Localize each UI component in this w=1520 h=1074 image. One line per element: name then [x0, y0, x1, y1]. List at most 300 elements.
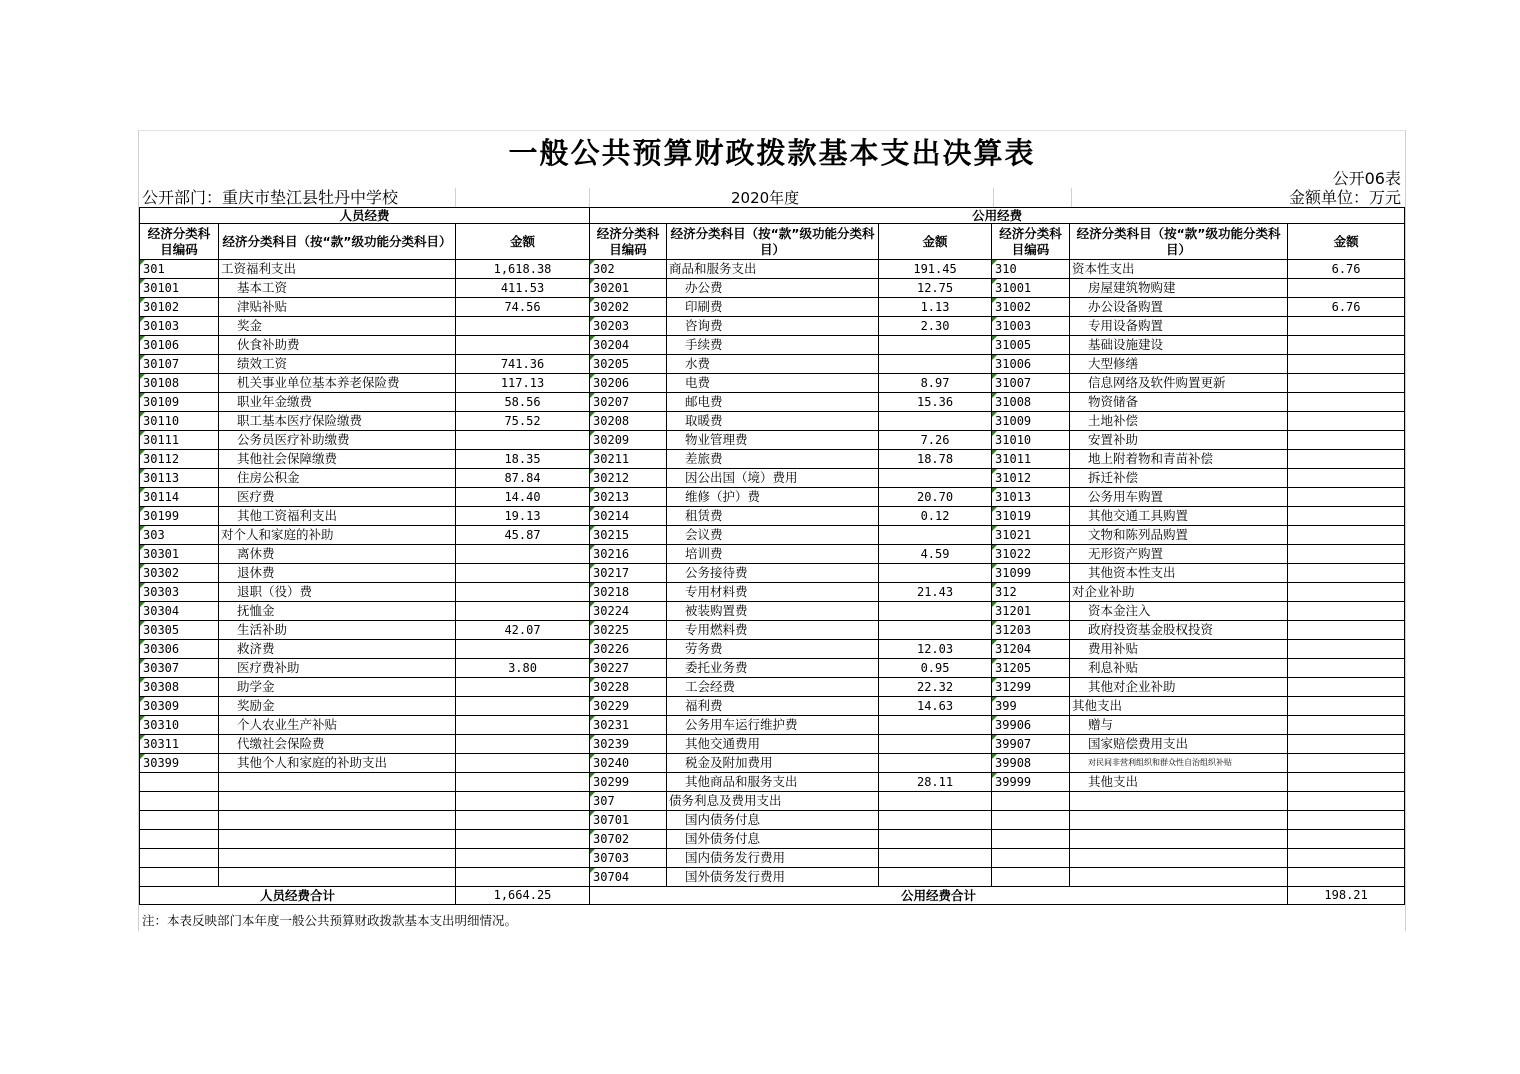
table-row	[140, 811, 1405, 830]
item-amount-cell	[1288, 868, 1405, 887]
item-code-cell: 31022	[992, 545, 1070, 564]
item-code-cell	[140, 773, 219, 792]
item-name-cell: 医疗费	[219, 488, 456, 507]
item-amount-cell	[879, 602, 992, 621]
amount-unit: 金额单位：万元	[1288, 188, 1401, 207]
section-personnel: 人员经费	[140, 208, 590, 224]
item-amount-cell	[1288, 754, 1405, 773]
item-amount-cell	[879, 336, 992, 355]
item-code-cell: 31205	[992, 659, 1070, 678]
item-code-cell: 30199	[140, 507, 219, 526]
item-amount-cell	[456, 811, 590, 830]
item-name-cell: 住房公积金	[219, 469, 456, 488]
item-name-cell: 债务利息及费用支出	[667, 792, 879, 811]
item-amount-cell	[1288, 469, 1405, 488]
item-amount-cell	[456, 830, 590, 849]
item-code-cell: 31019	[992, 507, 1070, 526]
item-name-cell: 其他资本性支出	[1070, 564, 1288, 583]
item-code-cell: 39908	[992, 754, 1070, 773]
item-name-cell: 其他社会保障缴费	[219, 450, 456, 469]
item-code-cell: 302	[590, 260, 667, 279]
item-code-cell: 30702	[590, 830, 667, 849]
item-code-cell: 30110	[140, 412, 219, 431]
item-code-cell: 30304	[140, 602, 219, 621]
item-amount-cell: 87.84	[456, 469, 590, 488]
item-amount-cell	[1288, 336, 1405, 355]
item-code-cell: 30301	[140, 545, 219, 564]
item-amount-cell: 18.35	[456, 450, 590, 469]
item-amount-cell	[1288, 697, 1405, 716]
personnel-total-amount: 1,664.25	[456, 887, 590, 905]
totals-row	[140, 887, 1405, 905]
item-amount-cell: 22.32	[879, 678, 992, 697]
table-row	[140, 735, 1405, 754]
header-code: 经济分类科目编码	[140, 224, 219, 260]
header-name: 经济分类科目（按“款”级功能分类科目）	[219, 224, 456, 260]
item-amount-cell	[879, 469, 992, 488]
item-amount-cell	[1288, 792, 1405, 811]
table-row	[140, 716, 1405, 735]
item-name-cell: 机关事业单位基本养老保险费	[219, 374, 456, 393]
item-amount-cell	[1288, 773, 1405, 792]
item-code-cell: 39907	[992, 735, 1070, 754]
item-name-cell: 绩效工资	[219, 355, 456, 374]
item-code-cell	[140, 830, 219, 849]
table-row	[140, 849, 1405, 868]
item-amount-cell: 6.76	[1288, 298, 1405, 317]
item-code-cell	[992, 811, 1070, 830]
item-code-cell: 30209	[590, 431, 667, 450]
table-row	[140, 792, 1405, 811]
item-amount-cell	[1288, 659, 1405, 678]
expenditure-table	[139, 207, 1405, 905]
item-code-cell: 30224	[590, 602, 667, 621]
item-amount-cell	[879, 621, 992, 640]
item-amount-cell: 18.78	[879, 450, 992, 469]
item-name-cell: 医疗费补助	[219, 659, 456, 678]
item-code-cell: 301	[140, 260, 219, 279]
public-total-label: 公用经费合计	[590, 887, 1288, 905]
item-code-cell: 30302	[140, 564, 219, 583]
item-amount-cell	[879, 564, 992, 583]
item-amount-cell	[1288, 393, 1405, 412]
item-name-cell: 其他工资福利支出	[219, 507, 456, 526]
item-name-cell: 福利费	[667, 697, 879, 716]
item-code-cell: 399	[992, 697, 1070, 716]
item-code-cell: 31009	[992, 412, 1070, 431]
item-name-cell: 公务员医疗补助缴费	[219, 431, 456, 450]
item-code-cell: 30207	[590, 393, 667, 412]
item-amount-cell	[879, 792, 992, 811]
item-name-cell: 生活补助	[219, 621, 456, 640]
item-amount-cell: 0.12	[879, 507, 992, 526]
table-row	[140, 697, 1405, 716]
item-name-cell: 奖金	[219, 317, 456, 336]
item-code-cell: 303	[140, 526, 219, 545]
table-row	[140, 298, 1405, 317]
item-code-cell: 30205	[590, 355, 667, 374]
item-code-cell: 30308	[140, 678, 219, 697]
item-code-cell: 31012	[992, 469, 1070, 488]
item-name-cell: 国外债务发行费用	[667, 868, 879, 887]
item-code-cell: 30228	[590, 678, 667, 697]
grid-line	[1071, 188, 1072, 208]
item-amount-cell: 741.36	[456, 355, 590, 374]
item-code-cell: 30211	[590, 450, 667, 469]
item-amount-cell: 1.13	[879, 298, 992, 317]
item-name-cell: 办公费	[667, 279, 879, 298]
item-code-cell: 30106	[140, 336, 219, 355]
grid-line	[589, 188, 590, 208]
section-public: 公用经费	[590, 208, 1405, 224]
item-name-cell: 房屋建筑物购建	[1070, 279, 1288, 298]
table-row	[140, 830, 1405, 849]
item-amount-cell	[879, 868, 992, 887]
table-row	[140, 564, 1405, 583]
item-amount-cell: 0.95	[879, 659, 992, 678]
item-code-cell: 30215	[590, 526, 667, 545]
item-code-cell: 30701	[590, 811, 667, 830]
footnote: 注：本表反映部门本年度一般公共预算财政拨款基本支出明细情况。	[142, 913, 518, 928]
item-name-cell: 奖励金	[219, 697, 456, 716]
column-header-row	[140, 224, 1405, 260]
table-row	[140, 507, 1405, 526]
item-code-cell: 31204	[992, 640, 1070, 659]
item-amount-cell	[1288, 621, 1405, 640]
item-code-cell: 30101	[140, 279, 219, 298]
header-amount: 金额	[456, 224, 590, 260]
item-name-cell	[219, 773, 456, 792]
item-code-cell: 307	[590, 792, 667, 811]
item-amount-cell: 6.76	[1288, 260, 1405, 279]
item-amount-cell	[1288, 374, 1405, 393]
item-code-cell	[140, 811, 219, 830]
item-code-cell: 31021	[992, 526, 1070, 545]
item-name-cell	[219, 849, 456, 868]
item-name-cell: 对个人和家庭的补助	[219, 526, 456, 545]
item-amount-cell	[456, 336, 590, 355]
item-amount-cell	[456, 431, 590, 450]
item-code-cell: 39906	[992, 716, 1070, 735]
item-name-cell: 因公出国（境）费用	[667, 469, 879, 488]
item-name-cell: 其他支出	[1070, 697, 1288, 716]
item-code-cell: 31201	[992, 602, 1070, 621]
item-name-cell	[1070, 811, 1288, 830]
form-number: 公开06表	[1332, 169, 1401, 188]
item-amount-cell: 1,618.38	[456, 260, 590, 279]
item-code-cell: 30216	[590, 545, 667, 564]
table-row	[140, 602, 1405, 621]
fiscal-year: 2020年度	[731, 189, 800, 207]
item-name-cell: 印刷费	[667, 298, 879, 317]
item-code-cell: 31011	[992, 450, 1070, 469]
item-code-cell: 30305	[140, 621, 219, 640]
item-name-cell: 地上附着物和青苗补偿	[1070, 450, 1288, 469]
item-name-cell: 租赁费	[667, 507, 879, 526]
item-name-cell: 其他商品和服务支出	[667, 773, 879, 792]
item-name-cell: 对企业补助	[1070, 583, 1288, 602]
item-code-cell: 31001	[992, 279, 1070, 298]
item-name-cell: 国内债务发行费用	[667, 849, 879, 868]
grid-line	[455, 188, 456, 208]
item-name-cell: 邮电费	[667, 393, 879, 412]
item-code-cell: 30111	[140, 431, 219, 450]
item-amount-cell	[456, 754, 590, 773]
item-name-cell: 个人农业生产补贴	[219, 716, 456, 735]
department-label: 公开部门：重庆市垫江县牡丹中学校	[142, 188, 399, 207]
item-name-cell: 救济费	[219, 640, 456, 659]
table-body	[140, 208, 1405, 905]
item-code-cell: 30212	[590, 469, 667, 488]
item-amount-cell	[456, 678, 590, 697]
item-amount-cell	[1288, 545, 1405, 564]
item-amount-cell	[456, 317, 590, 336]
item-amount-cell: 15.36	[879, 393, 992, 412]
item-amount-cell	[456, 602, 590, 621]
item-amount-cell	[456, 640, 590, 659]
item-name-cell: 资本金注入	[1070, 602, 1288, 621]
item-code-cell: 30203	[590, 317, 667, 336]
page-title: 一般公共预算财政拨款基本支出决算表	[508, 136, 1036, 170]
item-name-cell: 国内债务付息	[667, 811, 879, 830]
table-row	[140, 640, 1405, 659]
item-amount-cell	[1288, 507, 1405, 526]
item-amount-cell: 74.56	[456, 298, 590, 317]
item-name-cell: 物业管理费	[667, 431, 879, 450]
section-header-row	[140, 208, 1405, 224]
item-amount-cell	[1288, 317, 1405, 336]
item-name-cell: 无形资产购置	[1070, 545, 1288, 564]
item-amount-cell	[456, 773, 590, 792]
item-code-cell: 30112	[140, 450, 219, 469]
item-name-cell: 资本性支出	[1070, 260, 1288, 279]
item-name-cell: 津贴补贴	[219, 298, 456, 317]
item-amount-cell	[456, 583, 590, 602]
table-row	[140, 678, 1405, 697]
item-code-cell	[992, 868, 1070, 887]
item-amount-cell	[456, 735, 590, 754]
item-amount-cell: 21.43	[879, 583, 992, 602]
item-name-cell: 电费	[667, 374, 879, 393]
item-amount-cell: 14.40	[456, 488, 590, 507]
item-name-cell: 退职（役）费	[219, 583, 456, 602]
item-name-cell	[219, 868, 456, 887]
item-code-cell: 31008	[992, 393, 1070, 412]
table-row	[140, 545, 1405, 564]
public-total-amount: 198.21	[1288, 887, 1405, 905]
item-amount-cell	[879, 412, 992, 431]
item-name-cell: 赠与	[1070, 716, 1288, 735]
item-code-cell: 30218	[590, 583, 667, 602]
item-amount-cell	[456, 697, 590, 716]
item-name-cell: 公务用车购置	[1070, 488, 1288, 507]
item-name-cell: 取暖费	[667, 412, 879, 431]
grid-line	[993, 188, 994, 208]
item-amount-cell	[456, 716, 590, 735]
item-name-cell: 基本工资	[219, 279, 456, 298]
header-name: 经济分类科目（按“款”级功能分类科目）	[667, 224, 879, 260]
item-amount-cell	[879, 754, 992, 773]
item-code-cell: 30303	[140, 583, 219, 602]
table-row	[140, 868, 1405, 887]
item-code-cell: 31005	[992, 336, 1070, 355]
table-row	[140, 393, 1405, 412]
table-row	[140, 754, 1405, 773]
item-name-cell: 费用补贴	[1070, 640, 1288, 659]
item-code-cell: 30229	[590, 697, 667, 716]
item-name-cell: 水费	[667, 355, 879, 374]
item-name-cell	[1070, 830, 1288, 849]
item-code-cell: 30225	[590, 621, 667, 640]
header-code: 经济分类科目编码	[590, 224, 667, 260]
item-code-cell	[992, 792, 1070, 811]
item-name-cell: 其他对企业补助	[1070, 678, 1288, 697]
item-name-cell: 劳务费	[667, 640, 879, 659]
item-name-cell	[1070, 849, 1288, 868]
item-code-cell: 30109	[140, 393, 219, 412]
item-amount-cell: 12.75	[879, 279, 992, 298]
item-code-cell: 30103	[140, 317, 219, 336]
item-code-cell: 30113	[140, 469, 219, 488]
item-code-cell: 30226	[590, 640, 667, 659]
item-amount-cell	[879, 716, 992, 735]
item-code-cell: 31010	[992, 431, 1070, 450]
item-amount-cell: 191.45	[879, 260, 992, 279]
item-amount-cell	[456, 792, 590, 811]
header-amount: 金额	[1288, 224, 1405, 260]
item-amount-cell: 4.59	[879, 545, 992, 564]
item-code-cell: 30208	[590, 412, 667, 431]
item-code-cell	[140, 868, 219, 887]
item-amount-cell	[1288, 678, 1405, 697]
item-amount-cell	[879, 526, 992, 545]
item-code-cell: 30206	[590, 374, 667, 393]
item-amount-cell: 117.13	[456, 374, 590, 393]
item-name-cell: 土地补偿	[1070, 412, 1288, 431]
item-name-cell	[219, 830, 456, 849]
item-amount-cell	[1288, 602, 1405, 621]
item-name-cell: 离休费	[219, 545, 456, 564]
item-amount-cell: 75.52	[456, 412, 590, 431]
item-code-cell	[992, 830, 1070, 849]
item-amount-cell: 28.11	[879, 773, 992, 792]
item-code-cell: 30307	[140, 659, 219, 678]
item-amount-cell: 411.53	[456, 279, 590, 298]
item-name-cell	[1070, 868, 1288, 887]
item-code-cell: 31002	[992, 298, 1070, 317]
item-name-cell: 维修（护）费	[667, 488, 879, 507]
item-name-cell: 助学金	[219, 678, 456, 697]
item-name-cell: 专用燃料费	[667, 621, 879, 640]
item-code-cell: 30704	[590, 868, 667, 887]
item-name-cell: 抚恤金	[219, 602, 456, 621]
item-amount-cell	[879, 849, 992, 868]
item-name-cell: 退休费	[219, 564, 456, 583]
item-name-cell: 专用设备购置	[1070, 317, 1288, 336]
item-amount-cell: 8.97	[879, 374, 992, 393]
item-name-cell: 差旅费	[667, 450, 879, 469]
item-name-cell: 伙食补助费	[219, 336, 456, 355]
item-amount-cell	[1288, 450, 1405, 469]
item-name-cell: 对民间非营利组织和群众性自治组织补贴	[1070, 754, 1288, 773]
header-amount: 金额	[879, 224, 992, 260]
item-name-cell: 国外债务付息	[667, 830, 879, 849]
table-row	[140, 412, 1405, 431]
item-code-cell: 30306	[140, 640, 219, 659]
item-amount-cell	[1288, 279, 1405, 298]
item-code-cell: 30309	[140, 697, 219, 716]
table-row	[140, 526, 1405, 545]
item-code-cell	[992, 849, 1070, 868]
item-amount-cell: 2.30	[879, 317, 992, 336]
item-amount-cell: 20.70	[879, 488, 992, 507]
item-name-cell: 专用材料费	[667, 583, 879, 602]
item-code-cell: 31299	[992, 678, 1070, 697]
item-name-cell: 信息网络及软件购置更新	[1070, 374, 1288, 393]
table-row	[140, 583, 1405, 602]
item-name-cell: 咨询费	[667, 317, 879, 336]
item-name-cell	[219, 792, 456, 811]
item-name-cell: 被装购置费	[667, 602, 879, 621]
item-amount-cell	[1288, 640, 1405, 659]
item-amount-cell	[1288, 583, 1405, 602]
item-code-cell: 30239	[590, 735, 667, 754]
item-code-cell: 31003	[992, 317, 1070, 336]
item-name-cell: 基础设施建设	[1070, 336, 1288, 355]
item-code-cell: 30703	[590, 849, 667, 868]
item-amount-cell	[879, 355, 992, 374]
item-code-cell: 30227	[590, 659, 667, 678]
item-amount-cell: 19.13	[456, 507, 590, 526]
item-name-cell: 代缴社会保险费	[219, 735, 456, 754]
item-amount-cell: 7.26	[879, 431, 992, 450]
item-code-cell: 31007	[992, 374, 1070, 393]
item-amount-cell	[1288, 526, 1405, 545]
table-row	[140, 374, 1405, 393]
table-row	[140, 336, 1405, 355]
table-row	[140, 773, 1405, 792]
item-name-cell: 政府投资基金股权投资	[1070, 621, 1288, 640]
item-amount-cell	[456, 868, 590, 887]
item-code-cell: 30399	[140, 754, 219, 773]
item-amount-cell: 14.63	[879, 697, 992, 716]
item-name-cell: 安置补助	[1070, 431, 1288, 450]
item-code-cell: 31006	[992, 355, 1070, 374]
item-code-cell: 31203	[992, 621, 1070, 640]
item-amount-cell	[1288, 431, 1405, 450]
item-name-cell: 委托业务费	[667, 659, 879, 678]
item-amount-cell	[879, 830, 992, 849]
table-row	[140, 260, 1405, 279]
table-row	[140, 317, 1405, 336]
item-name-cell: 物资储备	[1070, 393, 1288, 412]
item-name-cell	[1070, 792, 1288, 811]
item-name-cell: 办公设备购置	[1070, 298, 1288, 317]
item-amount-cell	[1288, 488, 1405, 507]
header-name: 经济分类科目（按“款”级功能分类科目）	[1070, 224, 1288, 260]
item-code-cell: 30108	[140, 374, 219, 393]
item-code-cell: 30201	[590, 279, 667, 298]
item-amount-cell: 58.56	[456, 393, 590, 412]
item-code-cell: 30231	[590, 716, 667, 735]
header-code: 经济分类科目编码	[992, 224, 1070, 260]
item-name-cell: 其他个人和家庭的补助支出	[219, 754, 456, 773]
table-row	[140, 659, 1405, 678]
item-name-cell: 利息补贴	[1070, 659, 1288, 678]
item-code-cell: 30107	[140, 355, 219, 374]
item-code-cell: 30204	[590, 336, 667, 355]
item-amount-cell	[456, 545, 590, 564]
